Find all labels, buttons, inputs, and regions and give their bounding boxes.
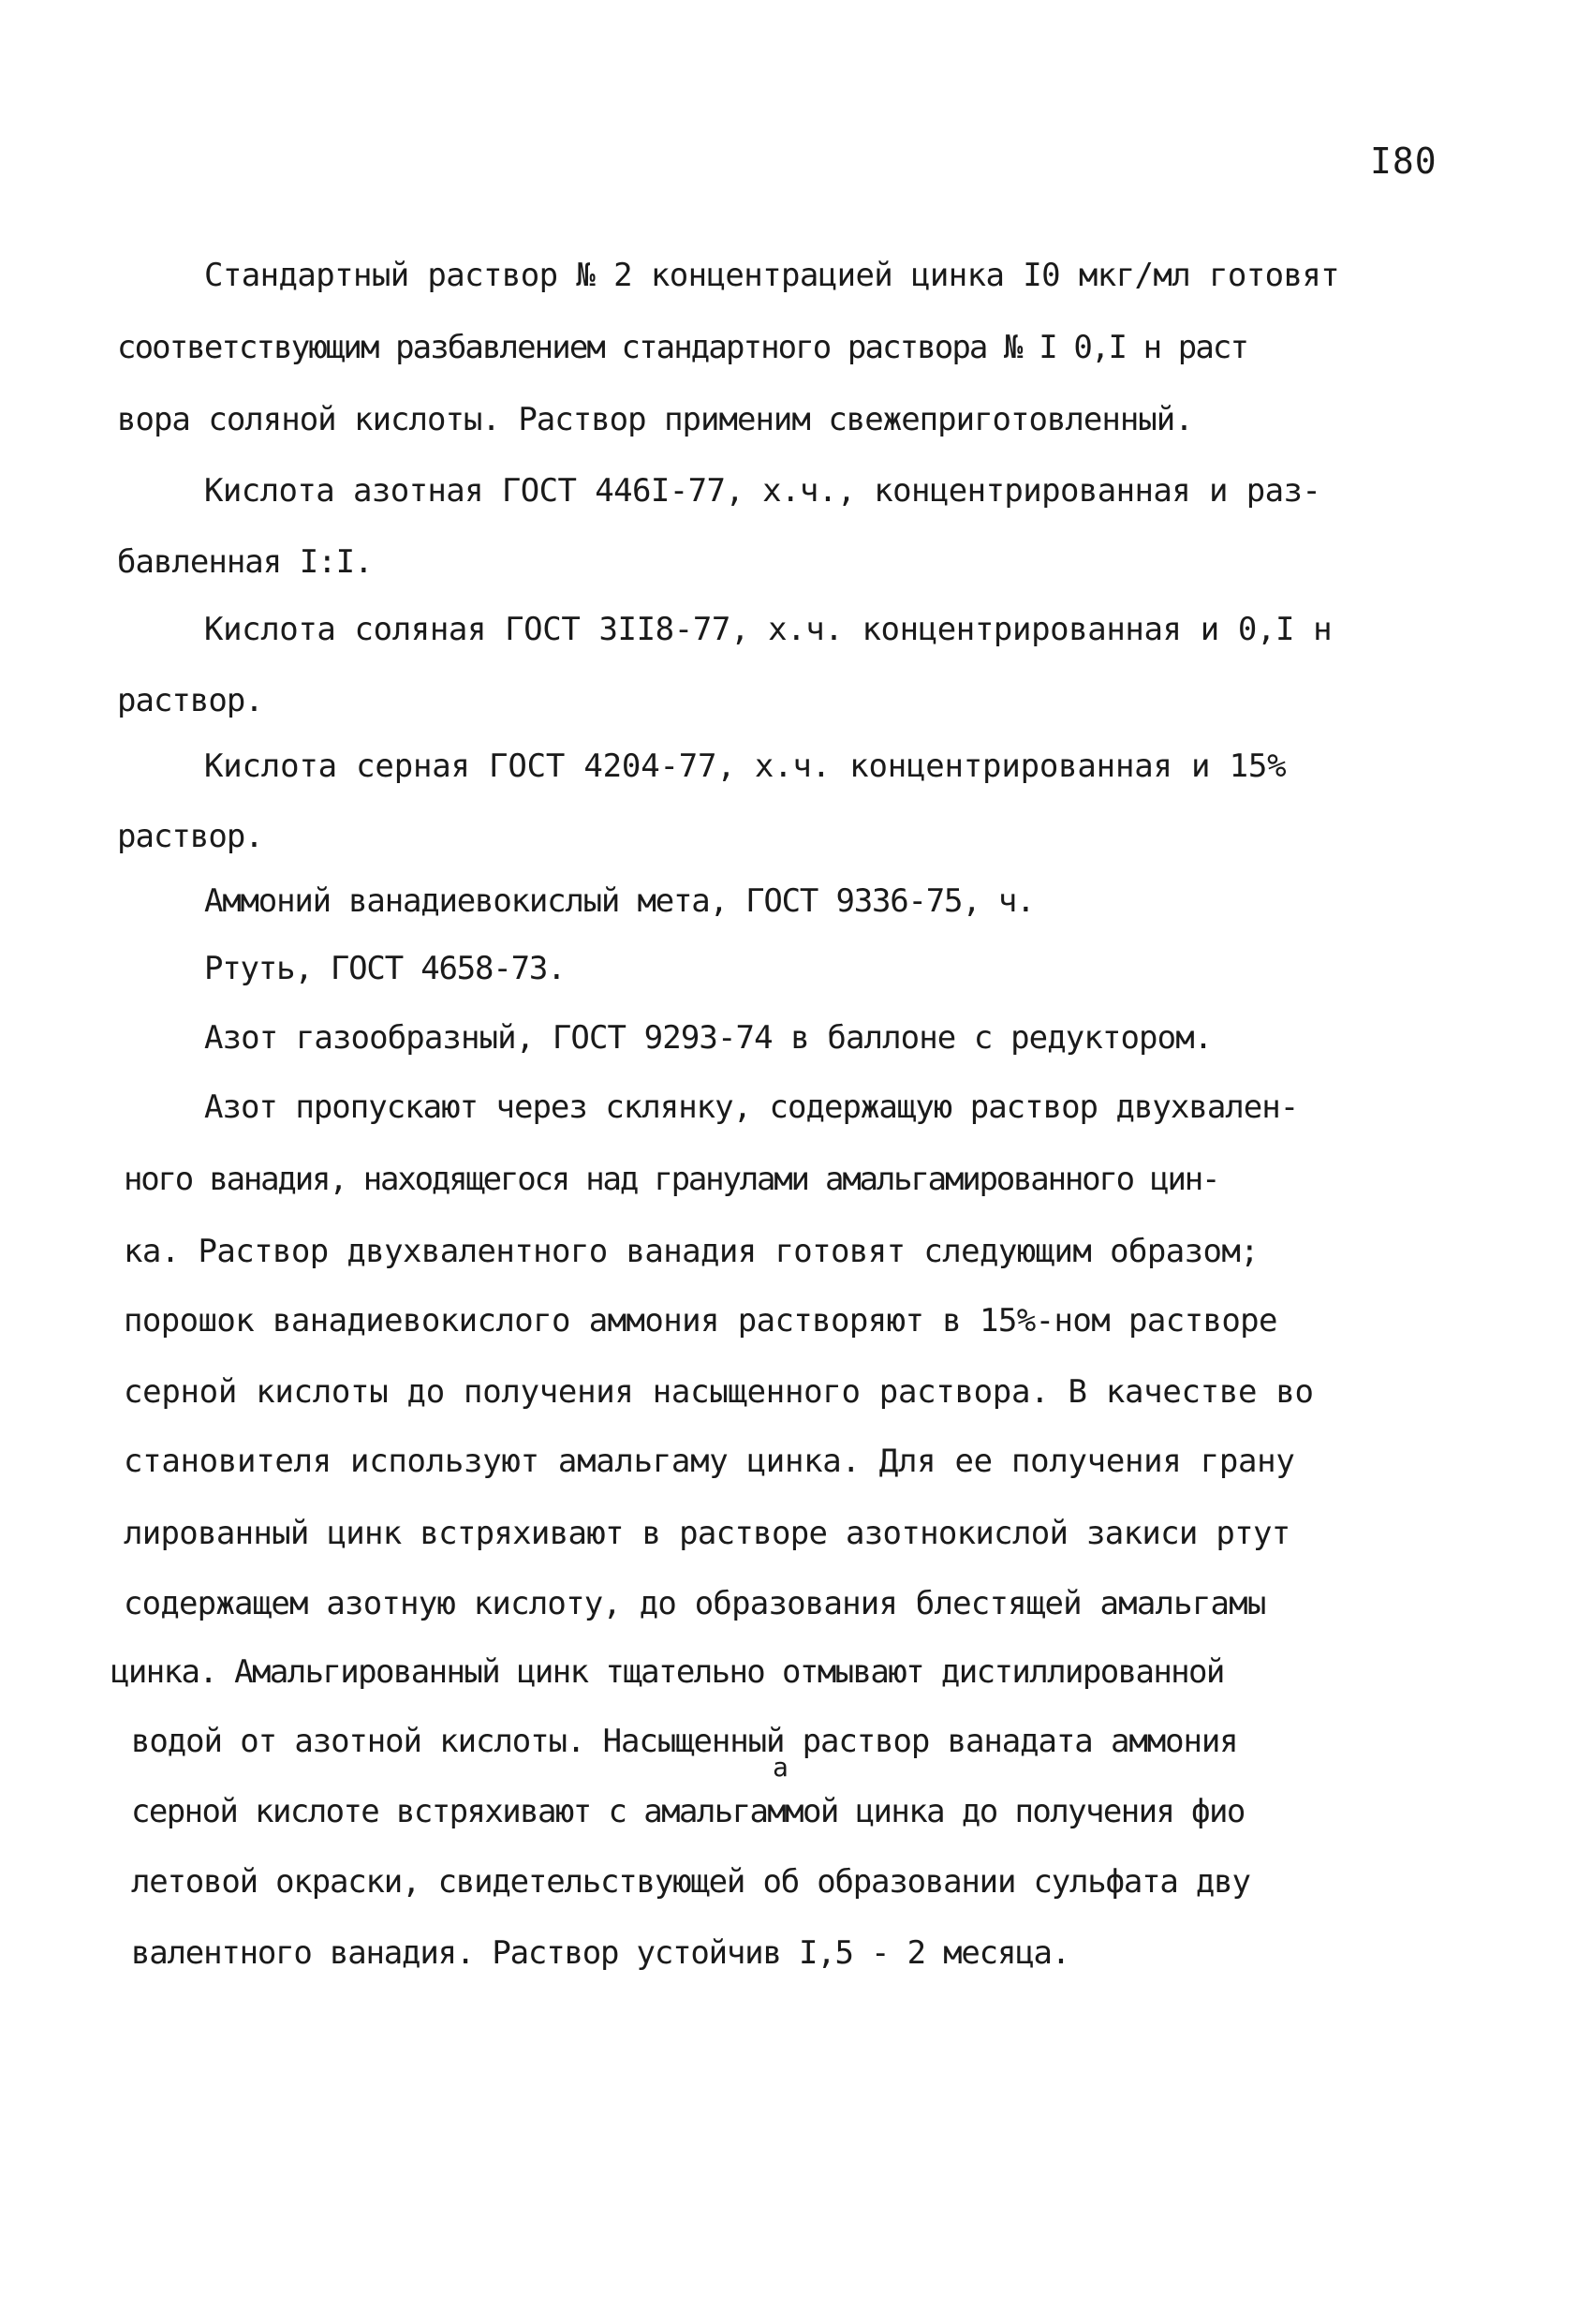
text-line: раствор. bbox=[117, 682, 263, 719]
text-line: валентного ванадия. Раствор устойчив I,5 - 2 месяца. bbox=[131, 1934, 1070, 1972]
text-line: лированный цинк встряхивают в растворе азотнокислой закиси ртут bbox=[124, 1515, 1290, 1552]
text-line: ного ванадия, находящегося над гранулами амальгамированного цин- bbox=[124, 1161, 1219, 1198]
text-line: летовой окраски, свидетельствующей об образовании сульфата дву bbox=[131, 1863, 1250, 1901]
text-line: соответствующим разбавлением стандартного раствора № I 0,I н раст bbox=[117, 329, 1248, 366]
text-line: Кислота серная ГОСТ 4204-77, х.ч. концентрированная и 15% bbox=[204, 748, 1287, 785]
text-line: становителя используют амальгаму цинка. Для ее получения грану bbox=[124, 1443, 1295, 1480]
text-line: водой от азотной кислоты. Насыщенный раствор ванадата аммония bbox=[131, 1723, 1238, 1760]
text-line: серной кислоте встряхивают с амальгаммой цинка до получения фио bbox=[131, 1793, 1245, 1830]
text-line: порошок ванадиевокислого аммония растворяют в 15%-ном растворе bbox=[124, 1302, 1277, 1340]
text-line: Кислота соляная ГОСТ 3II8-77, х.ч. концентрированная и 0,I н bbox=[204, 611, 1333, 648]
text-line: бавленная I:I. bbox=[117, 543, 373, 581]
text-line: раствор. bbox=[117, 818, 263, 855]
text-line: Стандартный раствор № 2 концентрацией цинка I0 мкг/мл готовят bbox=[204, 257, 1340, 294]
text-line: серной кислоты до получения насыщенного раствора. В качестве во bbox=[124, 1373, 1314, 1411]
text-line: Аммоний ванадиевокислый мета, ГОСТ 9336-75, ч. bbox=[204, 882, 1035, 920]
text-line: цинка. Амальгированный цинк тщательно отмывают дистиллированной bbox=[111, 1653, 1224, 1691]
handwritten-insert: а bbox=[773, 1752, 789, 1783]
text-line: Азот пропускают через склянку, содержащую раствор двухвален- bbox=[204, 1088, 1299, 1126]
text-line: Ртуть, ГОСТ 4658-73. bbox=[204, 950, 566, 987]
text-line: ка. Раствор двухвалентного ванадия готовят следующим образом; bbox=[124, 1233, 1260, 1270]
text-line: Кислота азотная ГОСТ 446I-77, х.ч., концентрированная и раз- bbox=[204, 472, 1321, 510]
text-line: содержащем азотную кислоту, до образования блестящей амальгамы bbox=[124, 1585, 1266, 1622]
text-line: Азот газообразный, ГОСТ 9293-74 в баллоне с редуктором. bbox=[204, 1019, 1213, 1057]
text-line: вора соляной кислоты. Раствор применим свежеприготовленный. bbox=[117, 401, 1193, 438]
page-number: I80 bbox=[1370, 141, 1437, 182]
